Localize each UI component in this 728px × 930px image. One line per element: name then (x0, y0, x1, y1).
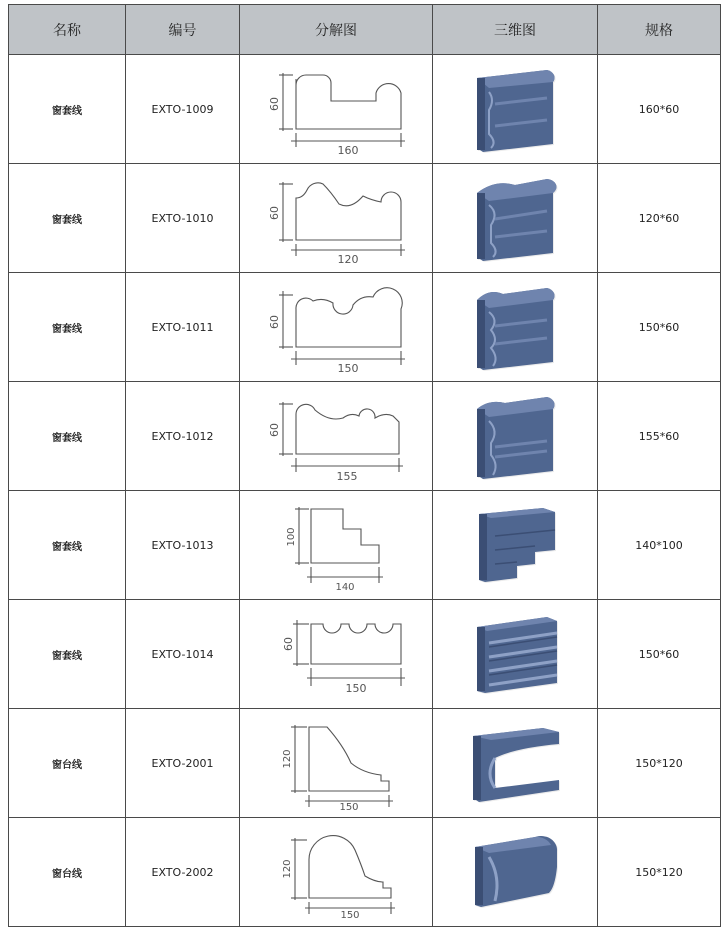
profile-3d-render (433, 164, 598, 273)
dim-width: 150 (345, 682, 367, 695)
dim-width: 150 (340, 910, 360, 920)
profile-drawing-svg (251, 715, 421, 811)
profile-3d-svg (455, 609, 575, 699)
profile-3d-svg (455, 500, 575, 590)
row-name: 窗套线 (9, 273, 126, 382)
table-row (9, 600, 721, 709)
row-name: 窗套线 (9, 55, 126, 164)
row-spec: 150*60 (598, 273, 721, 382)
table-row (9, 273, 721, 382)
profile-drawing-svg (251, 606, 421, 702)
header-name: 名称 (9, 5, 126, 55)
dim-height: 60 (268, 315, 281, 329)
row-spec: 140*100 (598, 491, 721, 600)
profile-drawing (240, 55, 433, 164)
row-code: EXTO-1010 (126, 164, 240, 273)
profile-drawing-svg (251, 388, 421, 484)
profile-3d-svg (455, 282, 575, 372)
profile-drawing (240, 709, 433, 818)
profile-drawing-svg (251, 170, 421, 266)
row-spec: 155*60 (598, 382, 721, 491)
header-spec: 规格 (598, 5, 721, 55)
header-3d: 三维图 (433, 5, 598, 55)
row-code: EXTO-1011 (126, 273, 240, 382)
profile-3d-svg (455, 64, 575, 154)
dim-height: 60 (282, 637, 295, 651)
table-row (9, 382, 721, 491)
profile-3d-svg (455, 827, 575, 917)
profile-drawing (240, 273, 433, 382)
dim-width: 150 (337, 362, 359, 375)
table-row (9, 55, 721, 164)
row-name: 窗套线 (9, 164, 126, 273)
profile-3d-svg (455, 173, 575, 263)
table-row (9, 818, 721, 927)
header-row (9, 5, 721, 55)
profile-drawing (240, 491, 433, 600)
row-code: EXTO-1009 (126, 55, 240, 164)
dim-width: 150 (339, 802, 359, 811)
row-code: EXTO-1014 (126, 600, 240, 709)
dim-height: 60 (268, 97, 281, 111)
profile-drawing (240, 818, 433, 927)
row-name: 窗台线 (9, 709, 126, 818)
row-spec: 150*60 (598, 600, 721, 709)
product-table-container (8, 4, 720, 927)
dim-height: 100 (286, 527, 297, 547)
row-code: EXTO-1013 (126, 491, 240, 600)
row-code: EXTO-2002 (126, 818, 240, 927)
dim-height: 120 (282, 859, 293, 879)
row-name: 窗套线 (9, 600, 126, 709)
profile-3d-render (433, 818, 598, 927)
profile-drawing (240, 382, 433, 491)
profile-drawing (240, 164, 433, 273)
profile-3d-render (433, 382, 598, 491)
dim-height: 60 (268, 423, 281, 437)
row-code: EXTO-1012 (126, 382, 240, 491)
row-code: EXTO-2001 (126, 709, 240, 818)
row-spec: 120*60 (598, 164, 721, 273)
profile-3d-svg (455, 391, 575, 481)
header-drawing: 分解图 (240, 5, 433, 55)
table-row (9, 164, 721, 273)
table-row (9, 491, 721, 600)
product-table (8, 4, 721, 927)
dim-width: 140 (335, 582, 355, 593)
profile-3d-render (433, 273, 598, 382)
table-row (9, 709, 721, 818)
profile-3d-render (433, 600, 598, 709)
row-name: 窗套线 (9, 491, 126, 600)
row-spec: 150*120 (598, 818, 721, 927)
profile-drawing-svg (251, 824, 421, 920)
dim-width: 155 (336, 470, 358, 483)
dim-height: 120 (282, 749, 293, 769)
row-name: 窗台线 (9, 818, 126, 927)
profile-3d-render (433, 491, 598, 600)
dim-height: 60 (268, 206, 281, 220)
profile-drawing-svg (251, 497, 421, 593)
profile-drawing (240, 600, 433, 709)
row-spec: 160*60 (598, 55, 721, 164)
profile-3d-render (433, 709, 598, 818)
row-spec: 150*120 (598, 709, 721, 818)
profile-drawing-svg (251, 61, 421, 157)
dim-width: 120 (337, 253, 359, 266)
profile-3d-render (433, 55, 598, 164)
row-name: 窗套线 (9, 382, 126, 491)
profile-3d-svg (455, 718, 575, 808)
profile-drawing-svg (251, 279, 421, 375)
header-code: 编号 (126, 5, 240, 55)
dim-width: 160 (337, 144, 359, 157)
